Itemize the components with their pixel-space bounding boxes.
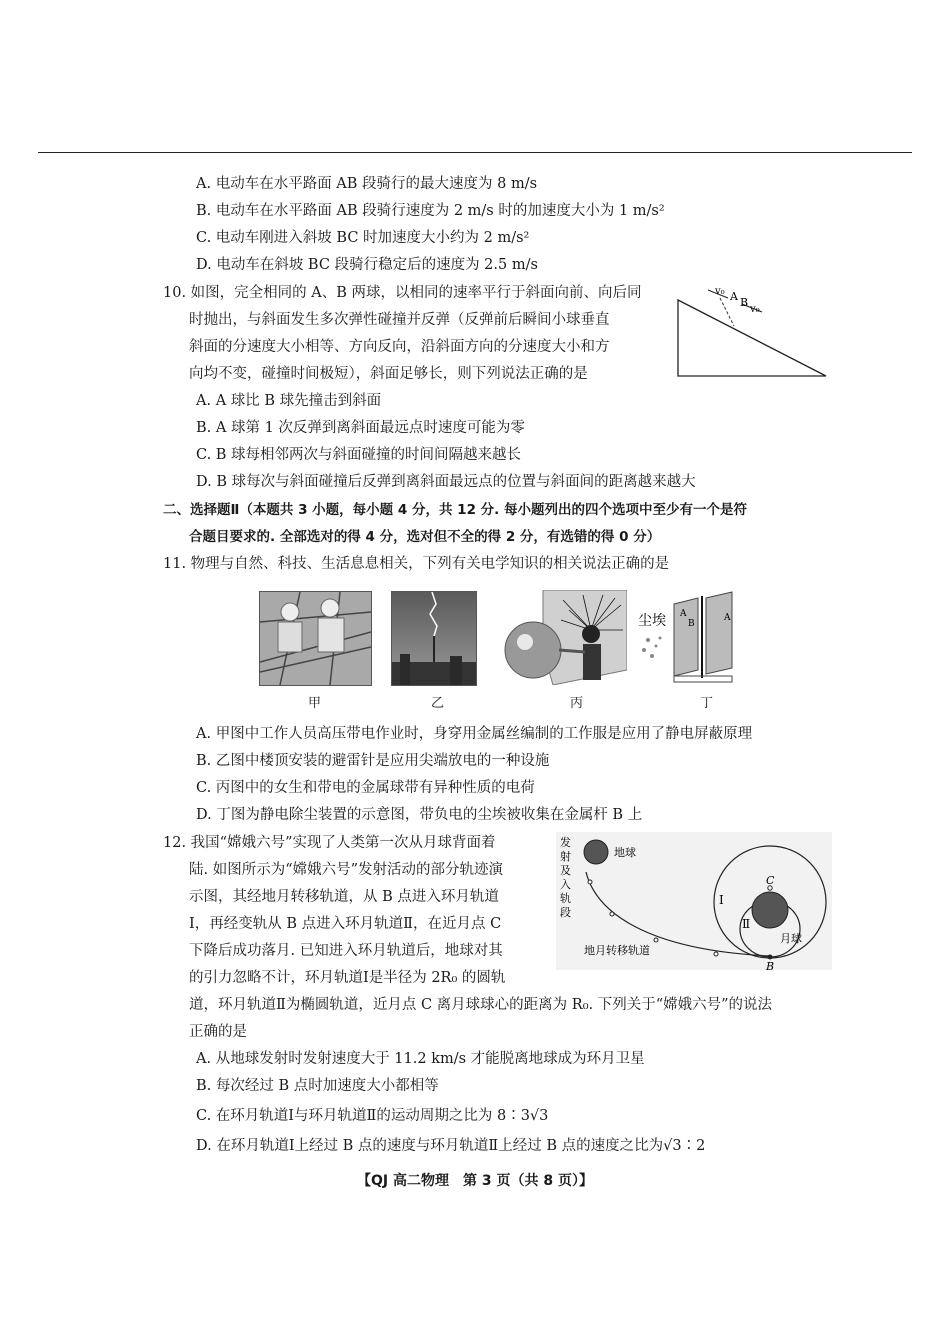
q12-option-a: A. 从地球发射时发射速度大于 11.2 km/s 才能脱离地球成为环月卫星 <box>196 1051 645 1067</box>
q9-option-a: A. 电动车在水平路面 AB 段骑行的最大速度为 8 m/s <box>196 176 538 192</box>
header-rule <box>38 152 912 153</box>
q11-photo-jia <box>259 591 372 686</box>
q11-dust-label: 尘埃 <box>638 613 666 629</box>
q10-stem-line-1: 10. 如图，完全相同的 A、B 两球，以相同的速率平行于斜面向前、向后同 <box>163 285 642 301</box>
q11-option-a: A. 甲图中工作人员高压带电作业时，身穿用金属丝编制的工作服是应用了静电屏蔽原理 <box>196 726 753 742</box>
q11-stem: 11. 物理与自然、科技、生活息息相关，下列有关电学知识的相关说法正确的是 <box>163 556 670 572</box>
q12-option-c: C. 在环月轨道Ⅰ与环月轨道Ⅱ的运动周期之比为 8∶3√3 <box>196 1108 549 1124</box>
q10-fig-label-a: A <box>730 290 738 303</box>
q11-option-d: D. 丁图为静电除尘装置的示意图，带负电的尘埃被收集在金属杆 B 上 <box>196 807 643 823</box>
q10-fig-v0-b: v₀ <box>750 304 760 315</box>
q10-incline-figure <box>672 282 832 382</box>
q12-orbit-diagram <box>556 832 832 970</box>
q11-dust-collector-diagram <box>636 590 746 685</box>
q12-moon-label: 月球 <box>780 932 802 945</box>
q11-rod-label-b: B <box>688 619 695 629</box>
q10-option-b: B. A 球第 1 次反弹到离斜面最远点时速度可能为零 <box>196 420 525 436</box>
q9-option-b: B. 电动车在水平路面 AB 段骑行速度为 2 m/s 时的加速度大小为 1 m/s² <box>196 203 665 219</box>
q11-plate-label-a1: A <box>680 609 687 619</box>
page-footer: 【QJ 高二物理 第 3 页（共 8 页）】 <box>357 1173 593 1189</box>
q11-caption-bing: 丙 <box>570 696 584 711</box>
q12-stem-line-2: 陆. 如图所示为“嫦娥六号”发射活动的部分轨迹演 <box>189 862 504 878</box>
q12-option-b: B. 每次经过 B 点时加速度大小都相等 <box>196 1078 439 1094</box>
q11-caption-yi: 乙 <box>431 696 445 711</box>
q11-plate-label-a2: A <box>724 613 731 623</box>
q12-point-b: B <box>766 960 775 970</box>
q12-earth-label: 地球 <box>614 846 636 859</box>
q9-option-c: C. 电动车刚进入斜坡 BC 时加速度大小约为 2 m/s² <box>196 230 530 246</box>
q12-point-c: C <box>766 874 775 887</box>
q12-stem-line-1: 12. 我国“嫦娥六号”实现了人类第一次从月球背面着 <box>163 835 496 851</box>
q12-stem-line-6: 的引力忽略不计，环月轨道Ⅰ是半径为 2R₀ 的圆轨 <box>189 970 506 986</box>
q12-transfer-label: 地月转移轨道 <box>584 944 650 957</box>
q11-caption-ding: 丁 <box>700 696 714 711</box>
q12-stem-line-3: 示图，其经地月转移轨道，从 B 点进入环月轨道 <box>189 889 499 905</box>
q11-photo-bing <box>503 590 627 685</box>
q11-photo-yi <box>391 591 477 686</box>
q10-option-d: D. B 球每次与斜面碰撞后反弹到离斜面最远点的位置与斜面间的距离越来越大 <box>196 474 696 490</box>
q11-option-b: B. 乙图中楼顶安装的避雷针是应用尖端放电的一种设施 <box>196 753 550 769</box>
q12-stem-line-7: 道，环月轨道Ⅱ为椭圆轨道，近月点 C 离月球球心的距离为 R₀. 下列关于“嫦娥六号”的说法 <box>189 997 773 1013</box>
q12-orbit-2-label: Ⅱ <box>742 917 751 931</box>
q11-option-c: C. 丙图中的女生和带电的金属球带有异种性质的电荷 <box>196 780 535 796</box>
q12-stem-line-5: 下降后成功落月. 已知进入环月轨道后，地球对其 <box>189 943 503 959</box>
q10-stem-line-4: 向均不变，碰撞时间极短），斜面足够长，则下列说法正确的是 <box>189 366 588 382</box>
q12-option-d: D. 在环月轨道Ⅰ上经过 B 点的速度与环月轨道Ⅱ上经过 B 点的速度之比为√3∶2 <box>196 1138 706 1154</box>
section-2-heading-line-1: 二、选择题Ⅱ（本题共 3 小题，每小题 4 分，共 12 分. 每小题列出的四个选项中至少有一个是符 <box>163 502 747 518</box>
q12-stem-line-8: 正确的是 <box>189 1024 247 1040</box>
q12-orbit-1-label: Ⅰ <box>719 893 724 907</box>
q10-option-c: C. B 球每相邻两次与斜面碰撞的时间间隔越来越长 <box>196 447 522 463</box>
q10-fig-v0-a: v₀ <box>715 286 725 297</box>
q10-fig-label-b: B <box>740 296 749 309</box>
section-2-heading-line-2: 合题目要求的. 全部选对的得 4 分，选对但不全的得 2 分，有选错的得 0 分） <box>189 529 661 545</box>
q11-caption-jia: 甲 <box>308 696 322 711</box>
q12-stem-line-4: Ⅰ，再经变轨从 B 点进入环月轨道Ⅱ，在近月点 C <box>189 916 502 932</box>
q10-stem-line-3: 斜面的分速度大小相等、方向反向，沿斜面方向的分速度大小和方 <box>189 339 610 355</box>
q10-stem-line-2: 时抛出，与斜面发生多次弹性碰撞并反弹（反弹前后瞬间小球垂直 <box>189 312 610 328</box>
q10-option-a: A. A 球比 B 球先撞击到斜面 <box>196 393 382 409</box>
q12-launch-label: 发射及 入轨段 <box>560 836 571 919</box>
earth-icon <box>584 840 608 864</box>
q9-option-d: D. 电动车在斜坡 BC 段骑行稳定后的速度为 2.5 m/s <box>196 257 538 273</box>
moon-icon <box>752 892 788 928</box>
